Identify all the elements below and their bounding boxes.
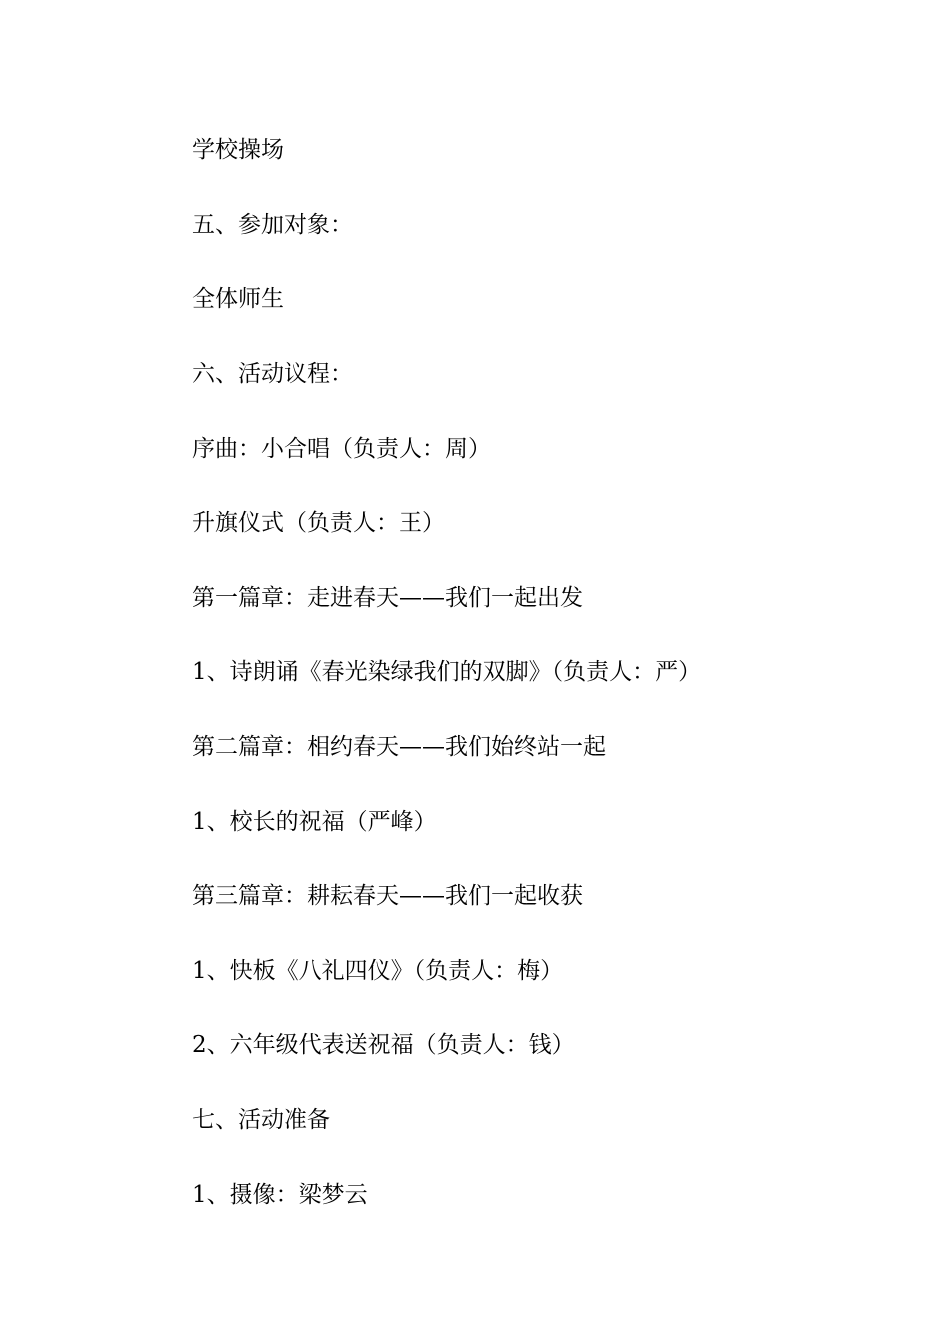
agenda-item: 2、六年级代表送祝福（负责人：钱） xyxy=(192,1032,575,1058)
preparation-item: 1、摄像：梁梦云 xyxy=(192,1182,368,1208)
chapter-heading: 第三篇章：耕耘春天——我们一起收获 xyxy=(192,883,583,909)
chapter-heading: 第二篇章：相约春天——我们始终站一起 xyxy=(192,734,606,760)
agenda-item: 1、诗朗诵《春光染绿我们的双脚》（负责人：严） xyxy=(192,659,702,685)
agenda-item: 升旗仪式（负责人：王） xyxy=(192,510,445,536)
section-heading: 五、参加对象： xyxy=(192,212,353,238)
participants-text: 全体师生 xyxy=(192,286,284,312)
agenda-item: 1、校长的祝福（严峰） xyxy=(192,809,437,835)
chapter-heading: 第一篇章：走进春天——我们一起出发 xyxy=(192,585,583,611)
section-heading: 七、活动准备 xyxy=(192,1107,330,1133)
agenda-item: 序曲：小合唱（负责人：周） xyxy=(192,436,491,462)
agenda-item: 1、快板《八礼四仪》（负责人：梅） xyxy=(192,958,564,984)
section-heading: 六、活动议程： xyxy=(192,361,353,387)
venue-text: 学校操场 xyxy=(192,137,284,163)
